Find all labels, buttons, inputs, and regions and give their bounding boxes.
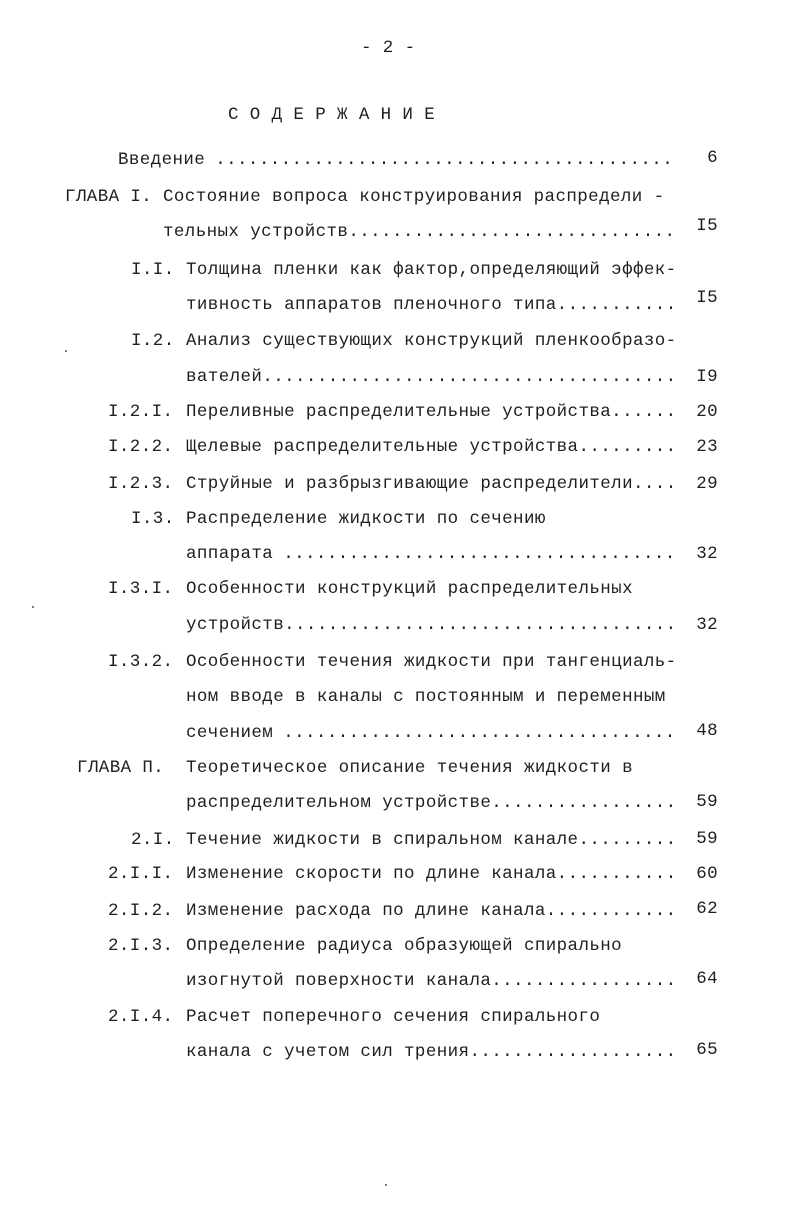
toc-line	[186, 900, 672, 922]
toc-entry-number: 2.I.2.	[108, 901, 174, 921]
toc-line	[186, 366, 672, 388]
toc-line	[186, 294, 672, 316]
toc-line	[186, 792, 672, 814]
toc-entry-number: 2.I.	[131, 830, 175, 850]
dot-leader	[273, 543, 672, 565]
toc-entry-title-continued: сечением	[186, 723, 274, 743]
toc-entry-number: I.2.3.	[108, 474, 174, 494]
dot-leader	[491, 970, 672, 992]
toc-entry-title-continued: ном вводе в каналы с постоянным и переменным	[186, 687, 666, 707]
toc-line	[186, 970, 672, 992]
toc-line	[186, 473, 672, 495]
toc-entry-title-continued: тельных устройств	[163, 222, 349, 242]
dot-leader	[611, 401, 672, 423]
toc-page-number: 48	[696, 721, 718, 741]
toc-entry-title-continued: изогнутой поверхности канала	[186, 971, 492, 991]
dot-leader	[557, 294, 672, 316]
toc-entry-title-continued: аппарата	[186, 544, 274, 564]
toc-entry-title: Щелевые распределительные устройства	[186, 437, 579, 457]
dot-leader	[273, 722, 672, 744]
toc-entry-number: I.I.	[131, 260, 175, 280]
scan-speck	[65, 350, 67, 352]
dot-leader	[491, 792, 672, 814]
toc-line	[186, 829, 672, 851]
dot-leader	[205, 149, 672, 171]
toc-page-number: 6	[707, 148, 718, 168]
toc-entry-number: I.3.I.	[108, 579, 174, 599]
toc-entry-title: Теоретическое описание течения жидкости в	[186, 758, 633, 778]
toc-line	[186, 722, 672, 744]
toc-page-number: 23	[696, 437, 718, 457]
toc-entry-title: Течение жидкости в спиральном канале	[186, 830, 579, 850]
toc-line	[163, 221, 672, 243]
toc-entry-number: 2.I.4.	[108, 1007, 174, 1027]
toc-page-number: I5	[696, 288, 718, 308]
scan-speck	[32, 606, 34, 608]
toc-entry-title: Толщина пленки как фактор,определяющий эффек-	[186, 260, 677, 280]
toc-line	[186, 436, 672, 458]
toc-entry-title: Состояние вопроса конструирования распредели -	[163, 187, 665, 207]
toc-entry-title: Распределение жидкости по сечению	[186, 509, 546, 529]
toc-line	[186, 863, 672, 885]
toc-page-number: 29	[696, 474, 718, 494]
toc-page-number: I9	[696, 367, 718, 387]
toc-line	[186, 1041, 672, 1063]
toc-entry-number: I.3.2.	[108, 652, 174, 672]
toc-entry-title: Переливные распределительные устройства	[186, 402, 612, 422]
dot-leader	[633, 473, 672, 495]
toc-entry-number: I.2.	[131, 331, 175, 351]
dot-leader	[578, 829, 672, 851]
dot-leader	[469, 1041, 672, 1063]
toc-page-number: I5	[696, 216, 718, 236]
toc-entry-number: 2.I.I.	[108, 864, 174, 884]
toc-entry-title-continued: тивность аппаратов пленочного типа	[186, 295, 557, 315]
toc-entry-number: I.2.2.	[108, 437, 174, 457]
toc-entry-title: Введение	[118, 150, 206, 170]
toc-page-number: 59	[696, 792, 718, 812]
toc-entry-title: Расчет поперечного сечения спирального	[186, 1007, 601, 1027]
toc-page-number: 60	[696, 864, 718, 884]
toc-entry-title: Струйные и разбрызгивающие распределители	[186, 474, 633, 494]
toc-line	[186, 401, 672, 423]
toc-entry-title: Изменение скорости по длине канала	[186, 864, 557, 884]
toc-entry-number: I.2.I.	[108, 402, 174, 422]
toc-page-number: 65	[696, 1040, 718, 1060]
toc-line	[186, 614, 672, 636]
toc-page-number: 59	[696, 829, 718, 849]
toc-line	[118, 149, 672, 171]
toc-entry-number: ГЛАВА П.	[77, 758, 165, 778]
toc-entry-title-continued: вателей	[186, 367, 263, 387]
toc-line	[186, 543, 672, 565]
toc-page-number: 64	[696, 969, 718, 989]
toc-entry-number: ГЛАВА I.	[65, 187, 153, 207]
page-number-header: - 2 -	[361, 38, 416, 58]
dot-leader	[557, 863, 672, 885]
toc-entry-title-continued: устройств	[186, 615, 285, 635]
toc-page-number: 32	[696, 544, 718, 564]
dot-leader	[262, 366, 672, 388]
dot-leader	[284, 614, 672, 636]
toc-page-number: 20	[696, 402, 718, 422]
toc-entry-title: Особенности конструкций распределительных	[186, 579, 633, 599]
toc-page-number: 32	[696, 615, 718, 635]
toc-entry-number: 2.I.3.	[108, 936, 174, 956]
scan-speck	[385, 1184, 387, 1186]
toc-entry-title: Анализ существующих конструкций пленкообразо-	[186, 331, 677, 351]
dot-leader	[578, 436, 672, 458]
dot-leader	[348, 221, 672, 243]
toc-entry-title: Особенности течения жидкости при тангенциаль-	[186, 652, 677, 672]
dot-leader	[546, 900, 672, 922]
page-title: С О Д Е Р Ж А Н И Е	[228, 105, 436, 125]
toc-page-number: 62	[696, 899, 718, 919]
toc-entry-title-continued: распределительном устройстве	[186, 793, 492, 813]
toc-entry-title-continued: канала с учетом сил трения	[186, 1042, 470, 1062]
toc-entry-number: I.3.	[131, 509, 175, 529]
toc-entry-title: Изменение расхода по длине канала	[186, 901, 546, 921]
toc-entry-title: Определение радиуса образующей спирально	[186, 936, 623, 956]
